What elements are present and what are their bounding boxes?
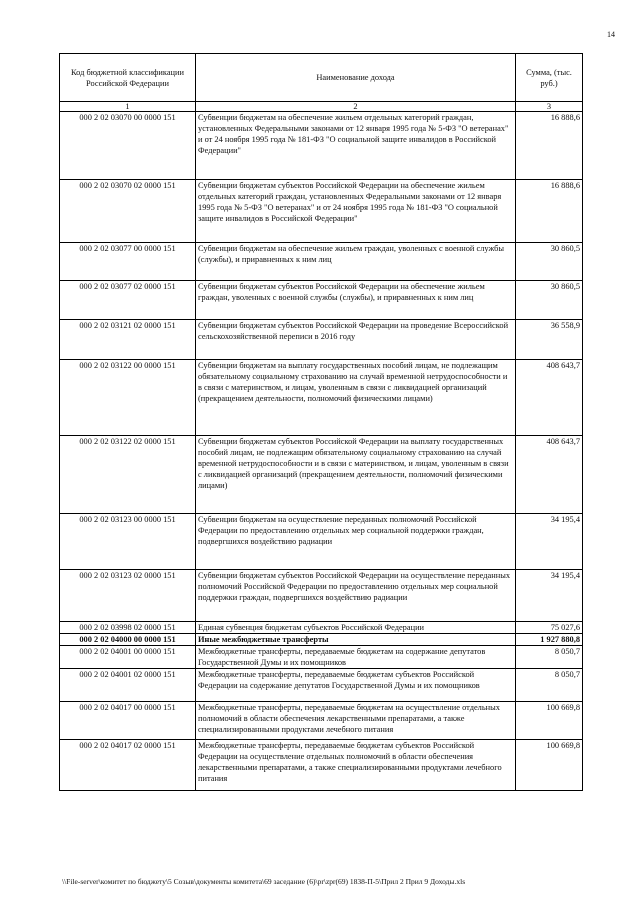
name-cell: Межбюджетные трансферты, передаваемые бюджетам субъектов Российской Федерации на содержание депутатов Государственной Думы и их помощников	[196, 669, 516, 702]
code-cell: 000 2 02 03121 02 0000 151	[60, 320, 196, 360]
code-cell: 000 2 02 03123 02 0000 151	[60, 570, 196, 622]
name-cell: Межбюджетные трансферты, передаваемые бюджетам на содержание депутатов Государственной Думы и их помощников	[196, 646, 516, 669]
table-row	[60, 281, 583, 320]
file-path-footer: \\File-server\комитет по бюджету\5 Созыв\документы комитета\69 заседание (6)\pr\zpr(69) 1838-П-5\Прил 2 Прил 9 Доходы.xls	[62, 877, 466, 886]
amt-cell: 36 558,9	[516, 320, 583, 360]
code-cell: 000 2 02 04000 00 0000 151	[60, 634, 196, 646]
table-row	[60, 669, 583, 702]
col-number-3: 3	[516, 102, 583, 112]
table-row	[60, 436, 583, 514]
code-cell: 000 2 02 03122 02 0000 151	[60, 436, 196, 514]
amt-cell: 16 888,6	[516, 180, 583, 243]
amt-cell: 30 860,5	[516, 243, 583, 281]
amt-cell: 408 643,7	[516, 436, 583, 514]
name-cell: Межбюджетные трансферты, передаваемые бюджетам на осуществление отдельных полномочий в области обеспечения лекарственными препаратами, а также специализированными продуктами лечебного питания	[196, 702, 516, 740]
amt-cell: 75 027,6	[516, 622, 583, 634]
name-cell: Субвенции бюджетам субъектов Российской Федерации на проведение Всероссийской сельскохозяйственной переписи в 2016 году	[196, 320, 516, 360]
table-row	[60, 570, 583, 622]
name-cell: Субвенции бюджетам на осуществление переданных полномочий Российской Федерации по предоставлению отдельных мер социальной поддержки граждан, подвергшихся воздействию радиации	[196, 514, 516, 570]
code-cell: 000 2 02 03122 00 0000 151	[60, 360, 196, 436]
page-number: 14	[607, 30, 615, 39]
amt-cell: 100 669,8	[516, 702, 583, 740]
table-row	[60, 740, 583, 791]
amt-cell: 408 643,7	[516, 360, 583, 436]
name-cell: Межбюджетные трансферты, передаваемые бюджетам субъектов Российской Федерации на осуществление отдельных полномочий в области обеспечения лекарственными препаратами, а также специализированными продуктами лечебного питания	[196, 740, 516, 791]
name-cell: Субвенции бюджетам субъектов Российской Федерации на выплату государственных пособий лицам, не подлежащим обязательному социальному страхованию на случай временной нетрудоспособности и в связи с материнством, и лицам, уволенным в связи с ликвидацией организаций (прекращением деятельности, полномочий физическими лицами)	[196, 436, 516, 514]
header-code: Код бюджетной классификации Российской Федерации	[60, 54, 196, 102]
amt-cell: 100 669,8	[516, 740, 583, 791]
amt-cell: 8 050,7	[516, 669, 583, 702]
code-cell: 000 2 02 04017 02 0000 151	[60, 740, 196, 791]
code-cell: 000 2 02 04001 02 0000 151	[60, 669, 196, 702]
revenue-table	[59, 53, 583, 791]
name-cell: Субвенции бюджетам субъектов Российской Федерации на осуществление переданных полномочий Российской Федерации по предоставлению отдельных мер социальной поддержки граждан, подвергшихся воздействию радиации	[196, 570, 516, 622]
column-number-row	[60, 102, 583, 112]
code-cell: 000 2 02 04001 00 0000 151	[60, 646, 196, 669]
table-row	[60, 646, 583, 669]
header-amount: Сумма, (тыс. руб.)	[516, 54, 583, 102]
name-cell: Иные межбюджетные трансферты	[196, 634, 516, 646]
col-number-1: 1	[60, 102, 196, 112]
table-row	[60, 514, 583, 570]
name-cell: Субвенции бюджетам субъектов Российской Федерации на обеспечение жильем отдельных категорий граждан, установленных Федеральными законами от 12 января 1995 года № 5-ФЗ "О ветеранах" и от 24 ноября 1995 года № 181-ФЗ "О социальной защите инвалидов в Российской Федерации"	[196, 180, 516, 243]
name-cell: Субвенции бюджетам субъектов Российской Федерации на обеспечение жильем граждан, уволенных с военной службы (службы), и приравненных к ним лиц	[196, 281, 516, 320]
name-cell: Субвенции бюджетам на обеспечение жильем граждан, уволенных с военной службы (службы), и приравненных к ним лиц	[196, 243, 516, 281]
code-cell: 000 2 02 04017 00 0000 151	[60, 702, 196, 740]
code-cell: 000 2 02 03123 00 0000 151	[60, 514, 196, 570]
amt-cell: 34 195,4	[516, 514, 583, 570]
table-row	[60, 360, 583, 436]
code-cell: 000 2 02 03070 02 0000 151	[60, 180, 196, 243]
table-row	[60, 112, 583, 180]
header-name: Наименование дохода	[196, 54, 516, 102]
table-row	[60, 622, 583, 634]
name-cell: Субвенции бюджетам на обеспечение жильем отдельных категорий граждан, установленных Федеральными законами от 12 января 1995 года № 5-ФЗ "О ветеранах" и от 24 ноября 1995 года № 181-ФЗ "О социальной защите инвалидов в Российской Федерации"	[196, 112, 516, 180]
table-row	[60, 320, 583, 360]
code-cell: 000 2 02 03998 02 0000 151	[60, 622, 196, 634]
name-cell: Субвенции бюджетам на выплату государственных пособий лицам, не подлежащим обязательному социальному страхованию на случай временной нетрудоспособности и в связи с материнством, и лицам, уволенным в связи с ликвидацией организаций (прекращением деятельности, полномочий физическими лицами)	[196, 360, 516, 436]
table-row	[60, 702, 583, 740]
amt-cell: 8 050,7	[516, 646, 583, 669]
amt-cell: 30 860,5	[516, 281, 583, 320]
code-cell: 000 2 02 03077 02 0000 151	[60, 281, 196, 320]
table-row	[60, 243, 583, 281]
code-cell: 000 2 02 03070 00 0000 151	[60, 112, 196, 180]
table-header-row	[60, 54, 583, 102]
amt-cell: 16 888,6	[516, 112, 583, 180]
table-row	[60, 634, 583, 646]
table-row	[60, 180, 583, 243]
amt-cell: 1 927 880,8	[516, 634, 583, 646]
col-number-2: 2	[196, 102, 516, 112]
name-cell: Единая субвенция бюджетам субъектов Российской Федерации	[196, 622, 516, 634]
code-cell: 000 2 02 03077 00 0000 151	[60, 243, 196, 281]
amt-cell: 34 195,4	[516, 570, 583, 622]
